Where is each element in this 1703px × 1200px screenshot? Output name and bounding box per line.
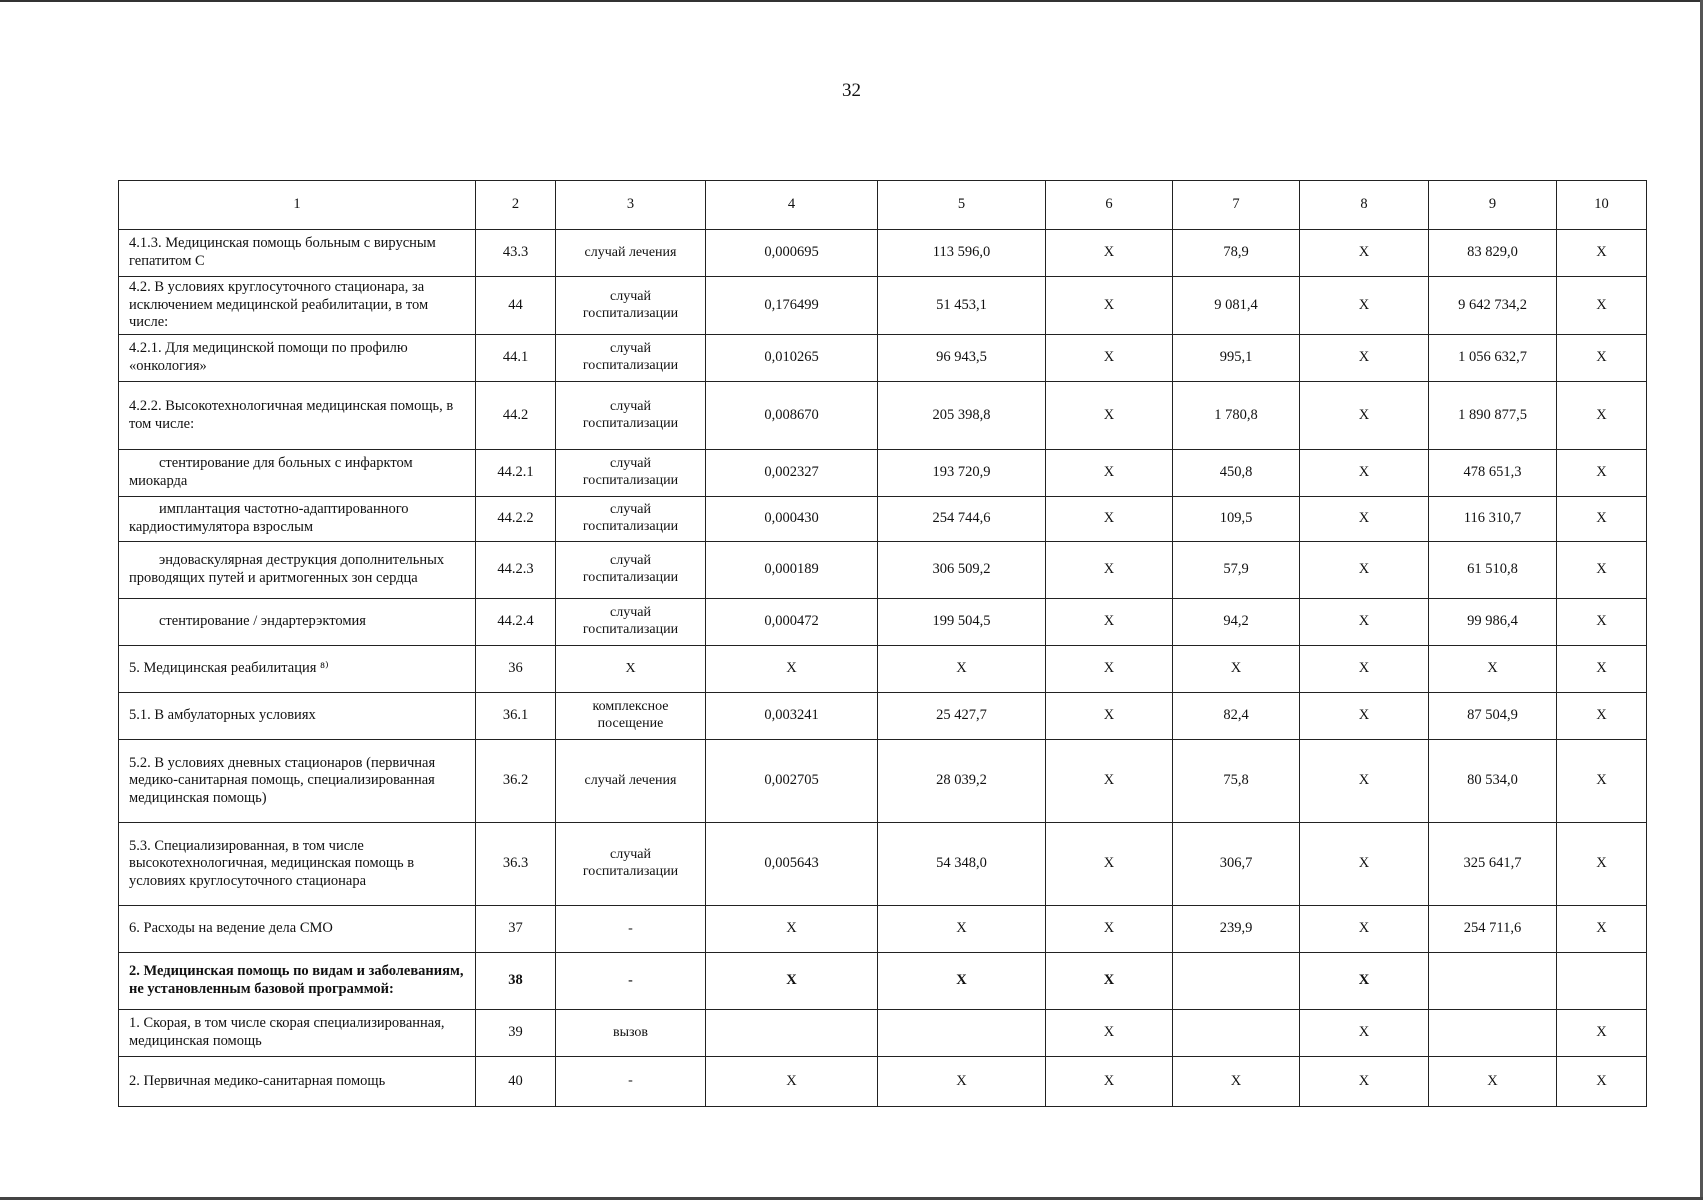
volume-norm: X bbox=[706, 646, 878, 693]
cost-per-unit: X bbox=[878, 1057, 1046, 1107]
col-8-value: X bbox=[1300, 646, 1429, 693]
table-body bbox=[119, 230, 1647, 1107]
row-label: стентирование для больных с инфарктом миокарда bbox=[119, 450, 476, 497]
col-10-value: X bbox=[1557, 497, 1647, 542]
row-label: 5. Медицинская реабилитация ⁸⁾ bbox=[119, 646, 476, 693]
col-8-value: X bbox=[1300, 953, 1429, 1010]
volume-norm: 0,000472 bbox=[706, 599, 878, 646]
per-capita-value: 109,5 bbox=[1173, 497, 1300, 542]
unit-of-measure: случай госпитализации bbox=[556, 497, 706, 542]
unit-of-measure: - bbox=[556, 1057, 706, 1107]
total-cost-value: 254 711,6 bbox=[1429, 906, 1557, 953]
col-6-value: X bbox=[1046, 823, 1173, 906]
per-capita-value: 82,4 bbox=[1173, 693, 1300, 740]
col-6-value: X bbox=[1046, 953, 1173, 1010]
volume-norm: 0,000695 bbox=[706, 230, 878, 277]
col-8-value: X bbox=[1300, 542, 1429, 599]
unit-of-measure: случай госпитализации bbox=[556, 277, 706, 335]
cost-per-unit: 51 453,1 bbox=[878, 277, 1046, 335]
col-8-value: X bbox=[1300, 823, 1429, 906]
col-8-value: X bbox=[1300, 230, 1429, 277]
cost-per-unit bbox=[878, 1010, 1046, 1057]
table-row bbox=[119, 382, 1647, 450]
col-6-value: X bbox=[1046, 335, 1173, 382]
col-10-value: X bbox=[1557, 382, 1647, 450]
col-10-value: X bbox=[1557, 1010, 1647, 1057]
total-cost-value: 87 504,9 bbox=[1429, 693, 1557, 740]
col-10-value: X bbox=[1557, 335, 1647, 382]
table-row bbox=[119, 542, 1647, 599]
total-cost-value: 61 510,8 bbox=[1429, 542, 1557, 599]
col-10-value: X bbox=[1557, 450, 1647, 497]
table-row bbox=[119, 450, 1647, 497]
col-8-value: X bbox=[1300, 1010, 1429, 1057]
volume-norm: X bbox=[706, 1057, 878, 1107]
per-capita-value: 78,9 bbox=[1173, 230, 1300, 277]
table-row bbox=[119, 823, 1647, 906]
row-code: 44.2.1 bbox=[476, 450, 556, 497]
per-capita-value bbox=[1173, 953, 1300, 1010]
cost-per-unit: 199 504,5 bbox=[878, 599, 1046, 646]
col-6-value: X bbox=[1046, 693, 1173, 740]
table-row bbox=[119, 497, 1647, 542]
table-row bbox=[119, 693, 1647, 740]
volume-norm: 0,010265 bbox=[706, 335, 878, 382]
table-row bbox=[119, 1010, 1647, 1057]
col-10-value: X bbox=[1557, 542, 1647, 599]
row-label: 5.1. В амбулаторных условиях bbox=[119, 693, 476, 740]
volume-norm: 0,176499 bbox=[706, 277, 878, 335]
col-8-value: X bbox=[1300, 1057, 1429, 1107]
table-row bbox=[119, 335, 1647, 382]
col-6-value: X bbox=[1046, 740, 1173, 823]
row-code: 44.2.4 bbox=[476, 599, 556, 646]
row-code: 44.2 bbox=[476, 382, 556, 450]
col-10-value: X bbox=[1557, 230, 1647, 277]
row-code: 36 bbox=[476, 646, 556, 693]
row-label: 4.2.1. Для медицинской помощи по профилю «онкология» bbox=[119, 335, 476, 382]
row-label: 5.2. В условиях дневных стационаров (первичная медико-санитарная помощь, специализированная медицинская помощь) bbox=[119, 740, 476, 823]
cost-per-unit: 306 509,2 bbox=[878, 542, 1046, 599]
unit-of-measure: случай госпитализации bbox=[556, 382, 706, 450]
total-cost-value: 99 986,4 bbox=[1429, 599, 1557, 646]
table-row bbox=[119, 277, 1647, 335]
unit-of-measure: случай госпитализации bbox=[556, 335, 706, 382]
page-number: 32 bbox=[842, 80, 861, 101]
col-8-value: X bbox=[1300, 906, 1429, 953]
total-cost-value: 478 651,3 bbox=[1429, 450, 1557, 497]
column-header: 6 bbox=[1046, 181, 1173, 230]
cost-per-unit: X bbox=[878, 906, 1046, 953]
total-cost-value: 1 890 877,5 bbox=[1429, 382, 1557, 450]
row-label: стентирование / эндартерэктомия bbox=[119, 599, 476, 646]
col-10-value: X bbox=[1557, 906, 1647, 953]
row-label: эндоваскулярная деструкция дополнительных проводящих путей и аритмогенных зон сердца bbox=[119, 542, 476, 599]
unit-of-measure: случай госпитализации bbox=[556, 599, 706, 646]
unit-of-measure: случай госпитализации bbox=[556, 542, 706, 599]
scan-edge-top bbox=[0, 0, 1703, 2]
table-row bbox=[119, 740, 1647, 823]
unit-of-measure: - bbox=[556, 906, 706, 953]
column-header: 8 bbox=[1300, 181, 1429, 230]
row-label: 2. Первичная медико-санитарная помощь bbox=[119, 1057, 476, 1107]
unit-of-measure: случай госпитализации bbox=[556, 823, 706, 906]
total-cost-value: 80 534,0 bbox=[1429, 740, 1557, 823]
table-row bbox=[119, 599, 1647, 646]
per-capita-value: 450,8 bbox=[1173, 450, 1300, 497]
col-6-value: X bbox=[1046, 277, 1173, 335]
row-label: имплантация частотно-адаптированного кардиостимулятора взрослым bbox=[119, 497, 476, 542]
row-code: 37 bbox=[476, 906, 556, 953]
row-code: 36.2 bbox=[476, 740, 556, 823]
per-capita-value: 995,1 bbox=[1173, 335, 1300, 382]
total-cost-value bbox=[1429, 1010, 1557, 1057]
col-10-value: X bbox=[1557, 823, 1647, 906]
volume-norm: 0,000430 bbox=[706, 497, 878, 542]
column-header: 9 bbox=[1429, 181, 1557, 230]
per-capita-value: 1 780,8 bbox=[1173, 382, 1300, 450]
row-code: 44.2.2 bbox=[476, 497, 556, 542]
col-10-value: X bbox=[1557, 740, 1647, 823]
col-6-value: X bbox=[1046, 382, 1173, 450]
table-row bbox=[119, 230, 1647, 277]
per-capita-value: X bbox=[1173, 646, 1300, 693]
volume-norm: X bbox=[706, 906, 878, 953]
col-6-value: X bbox=[1046, 599, 1173, 646]
col-8-value: X bbox=[1300, 335, 1429, 382]
row-code: 44 bbox=[476, 277, 556, 335]
column-header: 5 bbox=[878, 181, 1046, 230]
col-10-value: X bbox=[1557, 599, 1647, 646]
per-capita-value bbox=[1173, 1010, 1300, 1057]
row-label: 1. Скорая, в том числе скорая специализированная, медицинская помощь bbox=[119, 1010, 476, 1057]
col-6-value: X bbox=[1046, 450, 1173, 497]
data-table bbox=[118, 180, 1647, 1107]
row-code: 39 bbox=[476, 1010, 556, 1057]
row-label: 4.2. В условиях круглосуточного стационара, за исключением медицинской реабилитации, в том числе: bbox=[119, 277, 476, 335]
table-row bbox=[119, 646, 1647, 693]
col-10-value: X bbox=[1557, 277, 1647, 335]
col-6-value: X bbox=[1046, 230, 1173, 277]
total-cost-value: X bbox=[1429, 646, 1557, 693]
column-header: 2 bbox=[476, 181, 556, 230]
col-10-value: X bbox=[1557, 1057, 1647, 1107]
per-capita-value: 306,7 bbox=[1173, 823, 1300, 906]
row-code: 36.3 bbox=[476, 823, 556, 906]
row-label: 4.1.3. Медицинская помощь больным с вирусным гепатитом С bbox=[119, 230, 476, 277]
unit-of-measure: случай госпитализации bbox=[556, 450, 706, 497]
volume-norm: 0,002705 bbox=[706, 740, 878, 823]
volume-norm: 0,008670 bbox=[706, 382, 878, 450]
col-6-value: X bbox=[1046, 542, 1173, 599]
unit-of-measure: случай лечения bbox=[556, 740, 706, 823]
cost-per-unit: 54 348,0 bbox=[878, 823, 1046, 906]
per-capita-value: 94,2 bbox=[1173, 599, 1300, 646]
total-cost-value: 9 642 734,2 bbox=[1429, 277, 1557, 335]
unit-of-measure: комплексное посещение bbox=[556, 693, 706, 740]
unit-of-measure: X bbox=[556, 646, 706, 693]
col-8-value: X bbox=[1300, 599, 1429, 646]
header-row bbox=[119, 181, 1647, 230]
col-6-value: X bbox=[1046, 1010, 1173, 1057]
total-cost-value: 83 829,0 bbox=[1429, 230, 1557, 277]
col-8-value: X bbox=[1300, 740, 1429, 823]
col-6-value: X bbox=[1046, 646, 1173, 693]
total-cost-value: X bbox=[1429, 1057, 1557, 1107]
col-8-value: X bbox=[1300, 277, 1429, 335]
cost-per-unit: X bbox=[878, 953, 1046, 1010]
cost-per-unit: 205 398,8 bbox=[878, 382, 1046, 450]
per-capita-value: 57,9 bbox=[1173, 542, 1300, 599]
col-10-value: X bbox=[1557, 646, 1647, 693]
total-cost-value bbox=[1429, 953, 1557, 1010]
column-header: 7 bbox=[1173, 181, 1300, 230]
cost-per-unit: 113 596,0 bbox=[878, 230, 1046, 277]
cost-per-unit: 193 720,9 bbox=[878, 450, 1046, 497]
row-code: 40 bbox=[476, 1057, 556, 1107]
col-8-value: X bbox=[1300, 693, 1429, 740]
column-header: 10 bbox=[1557, 181, 1647, 230]
row-label: 4.2.2. Высокотехнологичная медицинская помощь, в том числе: bbox=[119, 382, 476, 450]
col-6-value: X bbox=[1046, 906, 1173, 953]
row-code: 44.2.3 bbox=[476, 542, 556, 599]
row-label: 5.3. Специализированная, в том числе высокотехнологичная, медицинская помощь в условиях круглосуточного стационара bbox=[119, 823, 476, 906]
per-capita-value: 239,9 bbox=[1173, 906, 1300, 953]
col-8-value: X bbox=[1300, 497, 1429, 542]
per-capita-value: X bbox=[1173, 1057, 1300, 1107]
row-label: 6. Расходы на ведение дела СМО bbox=[119, 906, 476, 953]
total-cost-value: 1 056 632,7 bbox=[1429, 335, 1557, 382]
unit-of-measure: случай лечения bbox=[556, 230, 706, 277]
col-6-value: X bbox=[1046, 497, 1173, 542]
volume-norm: 0,005643 bbox=[706, 823, 878, 906]
unit-of-measure: - bbox=[556, 953, 706, 1010]
row-code: 36.1 bbox=[476, 693, 556, 740]
volume-norm: X bbox=[706, 953, 878, 1010]
row-label: 2. Медицинская помощь по видам и заболеваниям, не установленным базовой программой: bbox=[119, 953, 476, 1010]
column-header: 1 bbox=[119, 181, 476, 230]
col-10-value: X bbox=[1557, 693, 1647, 740]
volume-norm: 0,003241 bbox=[706, 693, 878, 740]
cost-per-unit: 96 943,5 bbox=[878, 335, 1046, 382]
row-code: 43.3 bbox=[476, 230, 556, 277]
total-cost-value: 325 641,7 bbox=[1429, 823, 1557, 906]
cost-per-unit: X bbox=[878, 646, 1046, 693]
col-10-value bbox=[1557, 953, 1647, 1010]
per-capita-value: 75,8 bbox=[1173, 740, 1300, 823]
row-code: 44.1 bbox=[476, 335, 556, 382]
table-row bbox=[119, 906, 1647, 953]
unit-of-measure: вызов bbox=[556, 1010, 706, 1057]
total-cost-value: 116 310,7 bbox=[1429, 497, 1557, 542]
table-row bbox=[119, 953, 1647, 1010]
per-capita-value: 9 081,4 bbox=[1173, 277, 1300, 335]
col-6-value: X bbox=[1046, 1057, 1173, 1107]
volume-norm bbox=[706, 1010, 878, 1057]
table-row bbox=[119, 1057, 1647, 1107]
col-8-value: X bbox=[1300, 382, 1429, 450]
volume-norm: 0,002327 bbox=[706, 450, 878, 497]
column-header: 4 bbox=[706, 181, 878, 230]
row-code: 38 bbox=[476, 953, 556, 1010]
volume-norm: 0,000189 bbox=[706, 542, 878, 599]
col-8-value: X bbox=[1300, 450, 1429, 497]
cost-per-unit: 25 427,7 bbox=[878, 693, 1046, 740]
cost-per-unit: 254 744,6 bbox=[878, 497, 1046, 542]
column-header: 3 bbox=[556, 181, 706, 230]
cost-per-unit: 28 039,2 bbox=[878, 740, 1046, 823]
